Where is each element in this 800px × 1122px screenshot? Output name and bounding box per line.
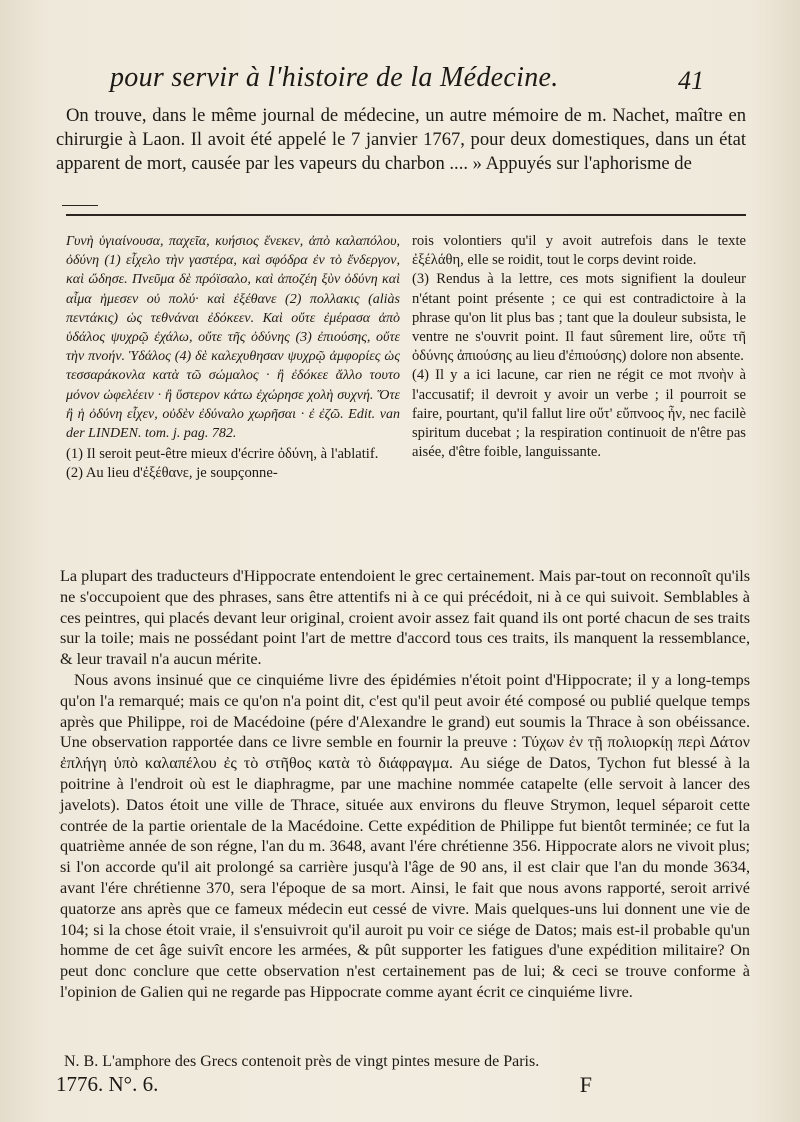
issue-date-number: 1776. N°. 6. <box>56 1072 159 1096</box>
body-paragraph-1: La plupart des traducteurs d'Hippocrate entendoient le grec certainement. Mais par-tout on reconnoît qu'ils ne s'occupoient que des phrases, sans être attentifs ni à ce qui précédoit, ni à ce qui suivoit. Semblables à ces peintres, qui placés devant leur original, croient avoir assez fait quand ils ont porté chacun de ses traits sur la toile; mais ne possédant point l'art de mettre d'accord tous ces traits, ils manquent la ressemblance, & leur travail n'a aucun mérite. <box>60 567 750 669</box>
running-title: pour servir à l'histoire de la Médecine. <box>110 62 559 93</box>
notes-left-column <box>66 232 400 484</box>
note-1: (1) Il seroit peut-être mieux d'écrire ὀδύνη, à l'ablatif. <box>66 446 379 463</box>
page-number: 41 <box>678 66 704 95</box>
separator-dash <box>62 205 98 206</box>
intro-paragraph <box>56 104 746 176</box>
notes-columns <box>66 232 746 484</box>
notes-right-column <box>412 232 746 484</box>
footer-line <box>56 1072 704 1098</box>
note-2-end: rois volontiers qu'il y avoit autrefois dans le texte ἐξέλάθη, elle se roidit, tout le corps devint roide. <box>412 233 746 269</box>
signature-mark: F <box>579 1072 592 1097</box>
footnote-nb: N. B. L'amphore des Grecs contenoit près de vingt pintes mesure de Paris. <box>64 1053 540 1070</box>
greek-quotation: Γυνὴ ὑγιαίνουσα, παχεῖα, κυήσιος ἕνεκεν, ἀπὸ καλαπόλου, ὀδύνη (1) εἶχελο τὴν γαστέρα, καὶ σφόδρα ἐν τὸ ἔνδεργον, καὶ ὤδησε. Πνεῦμα δὲ πρόϊσαλο, καὶ ἀποζέη ξὺν ὀδύνη καὶ αἷμα ἡμεσεν οὐ πολύ· καὶ ἐξέθανε (2) πολλακις (aliàs πεντάκις) ὡς τεθνάναι ἐδόκεεν. Καὶ οὔτε ἐμέρασα ἀπὸ ὑδάλος ψυχρῷ ἐχάλω, οὔτε τῆς ὀδύνης (3) ἐπιούσης, οὔτε τὴν πνοήν. Ὑδάλος (4) δὲ καλεχυθησαν ψυχρῷ ἀμφορίες ὡς τεσσαράκονλα κατὰ τῶ σώμαλος · ἢ ἐδόκεε ἄλλο τουτο μόνον ὠφελέειν · ἢ ὕστερον κάτω ἐχώρησε χολὴ συχνή. Ὅτε ἢ ἡ ὀδύνη εἶχεν, οὐδὲν ἐδύναλο χωρῆσαι · ἐ ἐζῶ. Edit. van der LINDEN. tom. j. pag. 782. <box>66 234 400 442</box>
note-3: (3) Rendus à la lettre, ces mots signifient la douleur n'étant point présente ; ce qui est contradictoire à la phrase qu'on lit plus bas ; tant que la douleur subsista, le ventre ne s'ouvrit point. Il faut sûrement lire, οὔτε τῆ ὀδύνης ἀπιούσης au lieu d'ἐπιούσης) dolore non absente. <box>412 271 746 365</box>
separator-rule <box>66 214 746 216</box>
note-2-start: (2) Au lieu d'ἐξέθανε, je soupçonne- <box>66 465 278 482</box>
main-body <box>60 566 750 1003</box>
body-paragraph-2: Nous avons insinué que ce cinquiéme livre des épidémies n'étoit point d'Hippocrate; il y a long-temps qu'on l'a remarqué; mais ce qu'on n'a point dit, c'est qu'il peut avoir été composé ou publié quelque temps après que Philippe, roi de Macédoine (pére d'Alexandre le grand) eut soumis la Thrace à son obéissance. Une observation rapportée dans ce livre semble en fournir la preuve : Τύχων ἐν τῇ πολιορκίῃ περὶ Δάτον ἐπλήγη ὑπὸ καλαπέλου ἐς τὸ στῆθος κατὰ τὸ διάφραγμα. Au siége de Datos, Tychon fut blessé à la poitrine à l'endroit où est le diaphragme, par une machine nommée catapelte (elle servoit à lancer des javelots). Datos étoit une ville de Thrace, située aux environs du fleuve Strymon, lequel séparoit cette contrée de la partie orientale de la Macédoine. Cette expédition de Philippe fut bientôt terminée; ce fut la quatrième année de son régne, l'an du m. 3648, avant l'ére chrétienne 356. Hippocrate alors ne vivoit plus; si l'on accorde qu'il ait prolongé sa carrière jusqu'à l'âge de 90 ans, il est clair que l'an du monde 3634, avant l'ére chrétienne 370, sera l'époque de sa mort. Ainsi, le fait que nous avons rapporté, seroit arrivé quatorze ans après que ce fameux médecin eut cessé de vivre. Mais quelques-uns lui donnent une vie de 104; si la chose étoit vraie, il s'ensuivroit qu'il auroit pu voir ce siége de Datos; mais est-il probable qu'un homme de cet âge suivît encore les armées, & pût supporter les fatigues d'une expédition militaire? On peut donc conclure que cette observation n'est certainement pas de lui; & ceci se trouve conforme à l'opinion de Galien qui ne regarde pas Hippocrate comme ayant écrit ce cinquiéme livre. <box>60 670 750 1001</box>
intro-text: On trouve, dans le même journal de médecine, un autre mémoire de m. Nachet, maître en chirurgie à Laon. Il avoit été appelé le 7 janvier 1767, pour deux domestiques, dans un état apparent de mort, causée par les vapeurs du charbon .... » Appuyés sur l'aphorisme de <box>56 105 746 174</box>
note-4: (4) Il y a ici lacune, car rien ne régit ce mot πνοὴν à l'accusatif; il devroit y avoir un verbe ; il pourroit se faire, pourtant, qu'il fallut lire οὔτ' εὔπνοος ἦν, nec facilè spiritum ducebat ; la respiration continuoit de n'être pas aisée, d'être foible, languissante. <box>412 367 746 461</box>
